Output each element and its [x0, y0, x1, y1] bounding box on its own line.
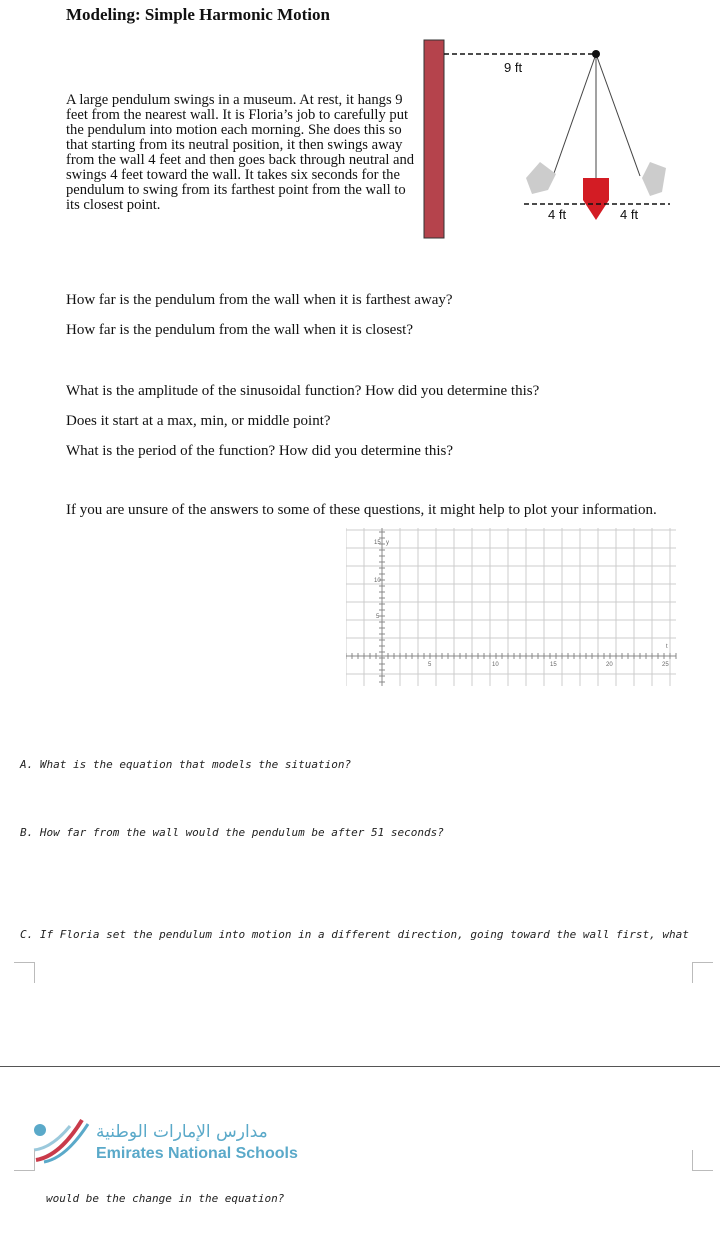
question-a: A. What is the equation that models the situation?: [20, 758, 352, 771]
question-3: What is the amplitude of the sinusoidal function? How did you determine this?: [66, 383, 540, 399]
question-5: What is the period of the function? How did you determine this?: [66, 443, 453, 459]
label-4ft-right: 4 ft: [620, 207, 639, 222]
corner-mark-top-left: [14, 962, 35, 983]
label-9ft: 9 ft: [504, 60, 523, 75]
graph-grid: [346, 528, 678, 686]
label-4ft-left: 4 ft: [548, 207, 567, 222]
question-c-continued: would be the change in the equation?: [46, 1192, 285, 1205]
wall: [424, 40, 444, 238]
question-c: C. If Floria set the pendulum into motion in a different direction, going toward the wall first, what: [20, 928, 689, 941]
corner-mark-top-right: [692, 962, 713, 983]
corner-mark-bottom-right: [692, 1150, 713, 1171]
string-left: [553, 54, 596, 176]
bob-left: [526, 162, 556, 194]
x-label-25: 25: [662, 662, 669, 668]
problem-paragraph: A large pendulum swings in a museum. At rest, it hangs 9 feet from the nearest wall. It is Floria’s job to carefully put the pendulum into motion each morning. She does this so that starting from its neutral position, it then swings away from the wall 4 feet and then goes back through neutral and swings 4 feet toward the wall. It takes six seconds for the pendulum to swing from its farthest point from the wall to its closest point.: [66, 92, 415, 213]
y-label-15: 15: [374, 540, 381, 546]
question-1: How far is the pendulum from the wall when it is farthest away?: [66, 292, 453, 308]
pendulum-diagram: [420, 38, 680, 244]
x-label-10: 10: [492, 662, 499, 668]
logo-english-text: Emirates National Schools: [96, 1145, 298, 1162]
string-right: [596, 54, 640, 176]
y-axis-name: y: [386, 540, 389, 546]
pivot: [592, 50, 600, 58]
x-axis-name: t: [666, 644, 668, 650]
question-2: How far is the pendulum from the wall when it is closest?: [66, 322, 414, 338]
question-b: B. How far from the wall would the pendulum be after 51 seconds?: [20, 826, 444, 839]
corner-mark-bottom-left: [14, 1150, 35, 1171]
x-label-20: 20: [606, 662, 613, 668]
question-4: Does it start at a max, min, or middle point?: [66, 413, 331, 429]
page-title: Modeling: Simple Harmonic Motion: [66, 5, 330, 24]
y-label-5: 5: [376, 614, 380, 620]
x-label-15: 15: [550, 662, 557, 668]
x-label-5: 5: [428, 662, 432, 668]
page-separator: [0, 1066, 720, 1067]
y-label-10: 10: [374, 578, 381, 584]
logo-arabic-text: مدارس الإمارات الوطنية: [96, 1122, 268, 1142]
bob-center: [583, 178, 609, 220]
bob-right: [642, 162, 666, 196]
school-logo-icon: [30, 1116, 92, 1168]
hint-text: If you are unsure of the answers to some of these questions, it might help to plot your information.: [66, 502, 657, 518]
